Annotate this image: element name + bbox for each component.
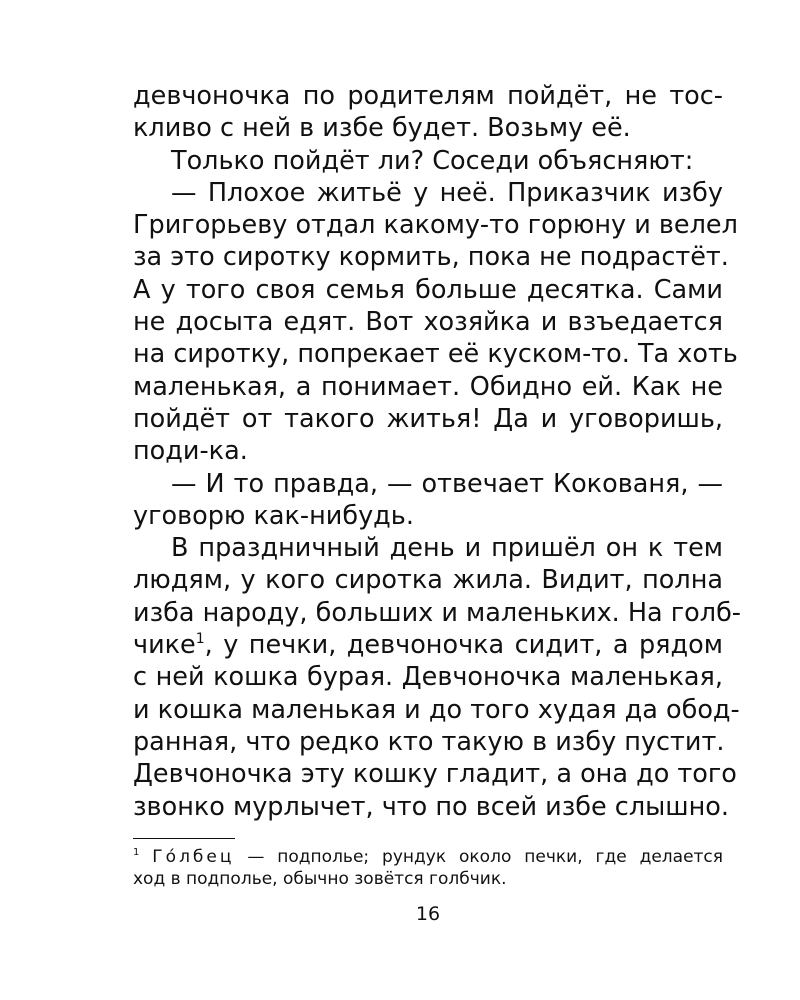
text-line: поди-ка. [133, 436, 248, 467]
text-fragment: , у печки, девчоночка сидит, а рядом [204, 630, 723, 661]
footnote-definition: — подполье; рундук около печки, где делается [234, 847, 724, 867]
text-line: за это сиротку кормить, пока не подрастёт. [133, 242, 729, 273]
text-line: маленькая, а понимает. Обидно ей. Как не [133, 371, 723, 402]
footnote-line [133, 846, 723, 868]
text-line: — И то правда, — отвечает Кокованя, — [171, 468, 723, 499]
text-line: пойдёт от такого житья! Да и уговоришь, [133, 403, 723, 434]
footnote-reference[interactable]: 1 [195, 631, 205, 648]
text-line: на сиротку, попрекает её куском-то. Та хоть [133, 339, 738, 370]
text-line: людям, у кого сиротка жила. Видит, полна [133, 565, 723, 596]
text-line: А у того своя семья больше десятка. Сами [133, 274, 723, 305]
footnote-marker: 1 [133, 847, 140, 858]
page-number: 16 [415, 903, 441, 925]
text-line: ранная, что редко кто такую в избу пустит. [133, 726, 725, 757]
footnote [133, 846, 723, 890]
text-line [133, 629, 723, 661]
text-line: Девчоночка эту кошку гладит, а она до того [133, 759, 737, 790]
text-line: — Плохое житьё у неё. Приказчик избу [171, 177, 723, 208]
text-line: В праздничный день и пришёл он к тем [171, 533, 723, 564]
main-text [133, 80, 742, 823]
text-line: уговорю как-нибудь. [133, 500, 414, 531]
text-line: Только пойдёт ли? Соседи объясняют: [171, 145, 694, 176]
text-line: Григорьеву отдал какому-то горюну и велел [133, 210, 738, 241]
text-line: звонко мурлычет, что по всей избе слышно. [133, 791, 729, 822]
footnote-line: ход в подполье, обычно зовётся голбчик. [133, 869, 507, 889]
text-line: не досыта едят. Вот хозяйка и взъедается [133, 307, 723, 338]
text-line: изба народу, больших и маленьких. На голб- [133, 597, 742, 628]
text-line: с ней кошка бурая. Девчоночка маленькая, [133, 662, 723, 693]
footnote-term: Го́лбец [152, 847, 235, 867]
text-line: и кошка маленькая и до того худая да обод- [133, 694, 740, 725]
text-line: девчоночка по родителям пойдёт, не тос- [133, 81, 723, 111]
text-line: кливо с ней в избе будет. Возьму её. [133, 113, 631, 144]
text-fragment: чике [133, 630, 196, 661]
footnote-divider [133, 838, 235, 839]
